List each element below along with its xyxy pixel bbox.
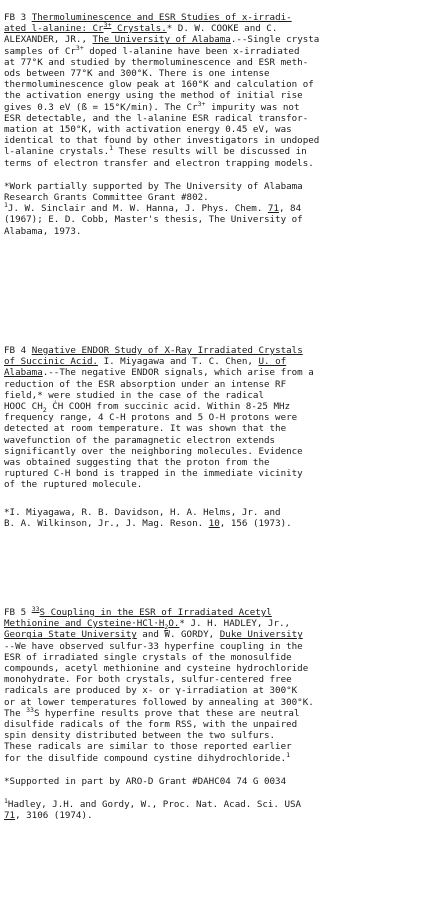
abstract-label: FB 3 [4,12,27,23]
abstract-affiliation: Georgia State University [4,629,137,641]
abstract-title: Thermoluminescence and ESR Studies of x-irradi- [31,12,292,23]
abstract-title-cont: ated l-alanine: Cr [4,23,104,35]
abstract-footnote: *Supported in part by ARO-D Grant #DAHC04 74 G 0034 [4,775,287,787]
abstract-footnote: *Work partially supported by The University of Alabama Research Grants Committee Grant #802. [4,180,303,204]
abstract-fb3-text: FB 3 Thermoluminescence and ESR Studies of x-irradi- ated l-alanine: $Cr^{3+}$ Crystals.* D. W. COOKE and C. ALEXANDER, JR., The University of Alabama.--Single crysta samples of $Cr^{3+}$ doped l-alanine have been x-irradiated at 77°K and studied by thermoluminescence and ESR meth- ods between 77°K and 300°K. There is one intense thermoluminescence glow peak at 160°K and calculation of the activation energy using the method of initial rise gives 0.3 eV (ß = 15°K/min). The $Cr^{3+}$ impurity was not ESR detectable, and the l-alanine ESR radical transfor- mation at 150°K, with activation energy 0.45 eV, was identical to that found by other investigators in undoped l-alanine crystals.$^1$ These results will be discussed in terms of electron transfer and electron trapping models. [4,12,320,169]
abstract-body: --We have observed sulfur-33 hyperfine coupling in the ESR of irradiated single crystals of the monosulfide compounds, acetyl methionine and cysteine hydrochloride monohydrate. For both crystals, sulfur-centered free radicals are produced by x- or γ-irradiation at 300°K or at lower temperatures followed by annealing at 300°K. The [4,640,314,719]
abstract-body: at 77°K and studied by thermoluminescence and ESR meth- ods between 77°K and 300°K. There is one intense thermoluminescence glow peak at 160°K and calculation of the activation energy using the method of initial rise gives 0.3 eV (ß = 15°K/min). The Cr [4,56,314,113]
abstract-authors: * J. H. HADLEY, Jr., [179,618,291,630]
abstract-label: FB 5 [4,607,27,618]
abstract-authors: * D. W. COOKE and C. [166,23,278,35]
abstract-body: .--The negative ENDOR signals, which arise from a reduction of the ESR absorption under an intense RF field,* were studied in the case of the radical HOOC CH [4,367,314,413]
abstract-title: Negative ENDOR Study of X-Ray Irradiated Crystals [31,345,303,356]
abstract-fb3 [4,12,428,237]
abstract-fb4 [4,345,428,529]
abstract-reference: $^1$Hadley, J.H. and Gordy, W., Proc. Nat. Acad. Sci. USA 71, 3106 (1974). [4,796,302,822]
abstract-label: FB 4 [4,345,27,356]
abstract-authors: I. Miyagawa and T. C. Chen, [98,356,259,368]
abstract-title: S Coupling in the ESR of Irradiated Acetyl [39,607,272,618]
abstract-footnote: *I. Miyagawa, R. B. Davidson, H. A. Helms, Jr. and B. A. Wilkinson, Jr., J. Mag. Reson. 10, 156 (1973). [4,506,292,529]
abstract-affiliation: U. of [258,356,287,368]
abstract-affiliation: The University of Alabama [92,34,231,46]
abstract-fb4-text: FB 4 Negative ENDOR Study of X-Ray Irradiated Crystals of Succinic Acid. I. Miyagawa and T. C. Chen, U. of Alabama.--The negative ENDOR signals, which arise from a reduction of the ESR absorption under an intense RF field,* were studied in the case of the radical HOOC $CH_2$ ĊH COOH from succinic acid. Within 8-25 MHz frequency range, 4 C-H protons and 5 O-H protons were detected at room temperature. It was shown that the wavefunction of the paramagnetic electron extends significantly over the neighboring molecules. Evidence was obtained suggesting that the proton from the ruptured C-H bond is trapped in the immediate vicinity of the ruptured molecule. [4,345,314,491]
abstract-fb5-text: FB 5 $^{33}$S Coupling in the ESR of Irradiated Acetyl Methionine and $Cysteine\cdot HCl\cdot H_2O.*$ J. H. HADLEY, Jr., Georgia State University and W. GORDY, Duke University --We have observed sulfur-33 hyperfine coupling in the ESR of irradiated single crystals of the monosulfide compounds, acetyl methionine and cysteine hydrochloride monohydrate. For both crystals, sulfur-centered free radicals are produced by x- or γ-irradiation at 300°K or at lower temperatures followed by annealing at 300°K. The $^{33}$S hyperfine results prove that these are neutral disulfide radicals of the form RSS, with the unpaired spin density distributed between the two sulfurs. These radicals are similar to those reported earlier for the disulfide compound cystine dihydrochloride.$^1$ [4,604,314,764]
abstract-reference: $^1$J. W. Sinclair and M. W. Hanna, J. Phys. Chem. 71, 84 (1967); E. D. Cobb, Master's thesis, The University of Alabama, 1973. [4,201,303,237]
abstract-fb5 [4,604,428,822]
abstract-affiliation-2: Duke University [219,629,303,641]
